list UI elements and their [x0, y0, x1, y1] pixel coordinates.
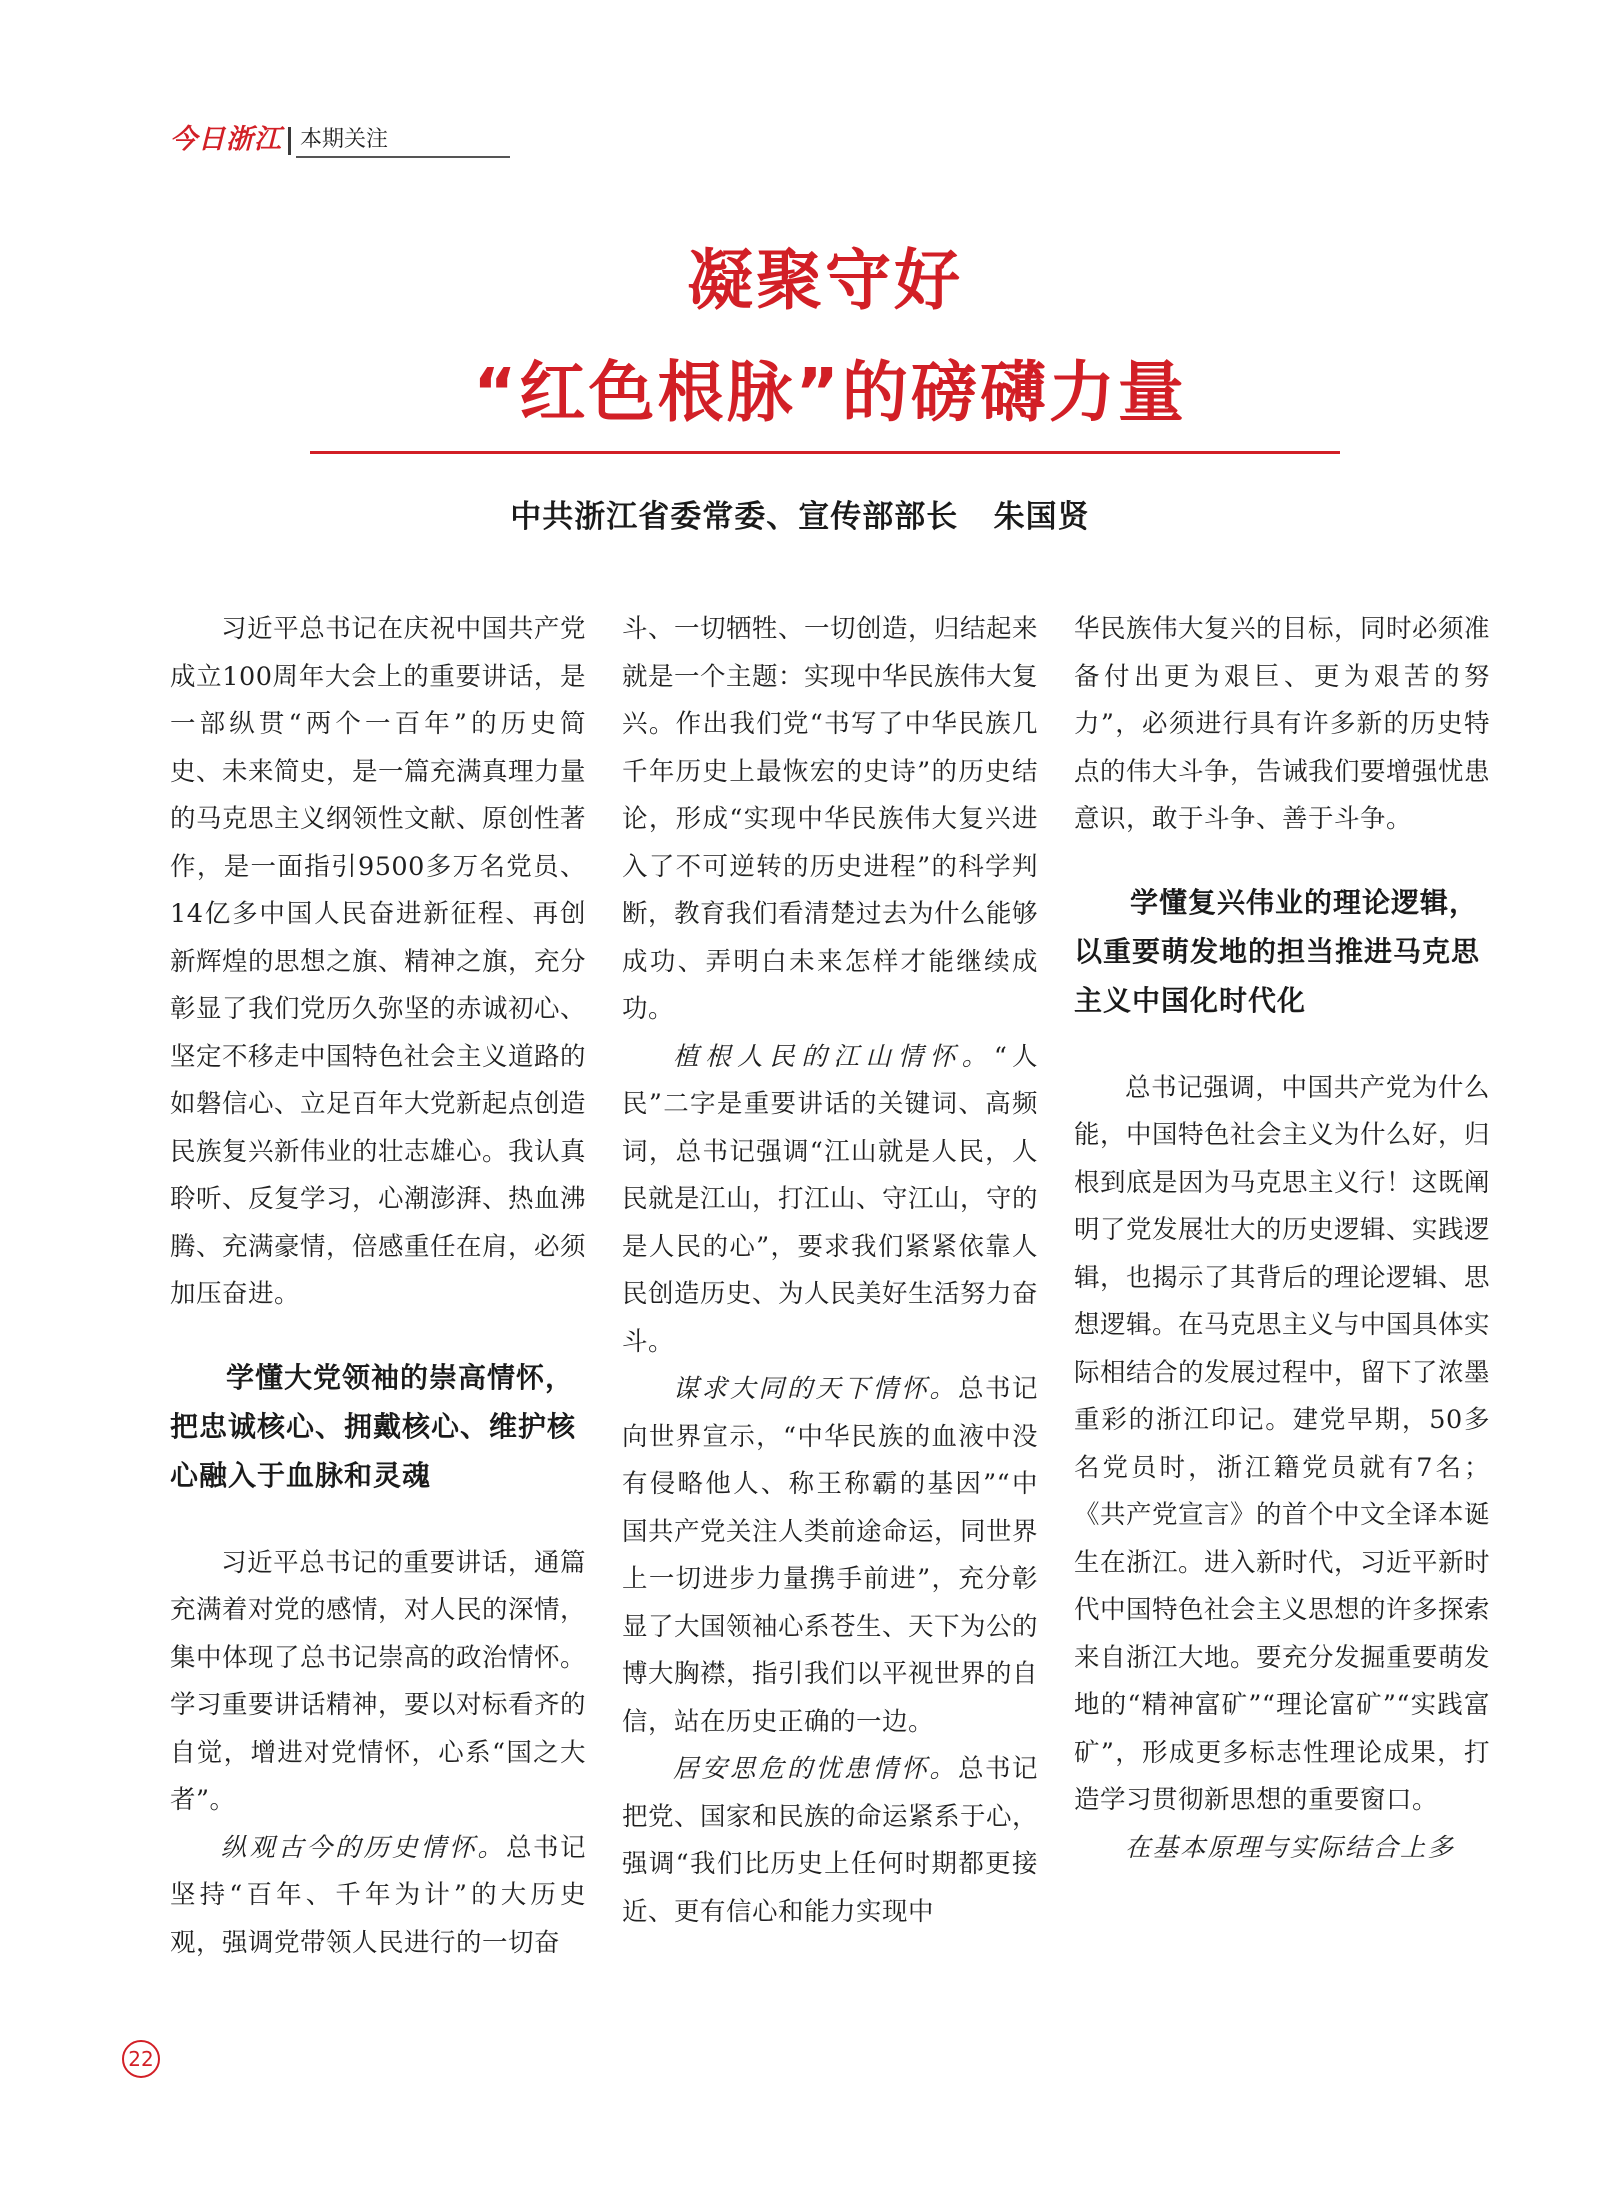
paragraph-lead: 纵观古今的历史情怀。: [221, 1832, 506, 1863]
paragraph: 总书记强调，中国共产党为什么能，中国特色社会主义为什么好，归根到底是因为马克思主义行！这既阐明了党发展壮大的历史逻辑、实践逻辑，也揭示了其背后的理论逻辑、思想逻辑。在马克思主义与中国具体实际相结合的发展过程中，留下了浓墨重彩的浙江印记。建党早期，50多名党员时，浙江籍党员就有7名；《共产党宣言》的首个中文全译本诞生在浙江。进入新时代，习近平新时代中国特色社会主义思想的许多探索来自浙江大地。要充分发掘重要萌发地的“精神富矿”“理论富矿”“实践富矿”，形成更多标志性理论成果，打造学习贯彻新思想的重要窗口。: [1074, 1072, 1491, 1815]
paragraph: 习近平总书记在庆祝中国共产党成立100周年大会上的重要讲话，是一部纵贯“两个一百年”的历史简史、未来简史，是一篇充满真理力量的马克思主义纲领性文献、原创性著作，是一面指引9500多万名党员、14亿多中国人民奋进新征程、再创新辉煌的思想之旗、精神之旗，充分彰显了我们党历久弥坚的赤诚初心、坚定不移走中国特色社会主义道路的如磐信心、立足百年大党新起点创造民族复兴新伟业的壮志雄心。我认真聆听、反复学习，心潮澎湃、热血沸腾、充满豪情，倍感重任在肩，必须加压奋进。: [170, 614, 587, 1309]
paragraph: 纵观古今的历史情怀。总书记坚持“百年、千年为计”的大历史观，强调党带领人民进行的一切奋: [170, 1832, 586, 1958]
header-underline: [296, 156, 510, 158]
paragraph-lead: 谋求大同的天下情怀。: [673, 1374, 958, 1404]
paragraph: 植根人民的江山情怀。“人民”二字是重要讲话的关键词、高频词，总书记强调“江山就是人民，人民就是江山，打江山、守江山，守的是人民的心”，要求我们紧紧依靠人民创造历史、为人民美好生活努力奋斗。: [622, 1041, 1039, 1357]
article-title-line1: 凝聚守好: [687, 242, 963, 319]
text-column-1: [170, 606, 586, 1967]
title-divider: [310, 451, 1340, 454]
paragraph-lead: 植根人民的江山情怀。: [673, 1041, 994, 1072]
paragraph: [1074, 1825, 1490, 1873]
article-title-line2: “红色根脉”的磅礴力量: [473, 354, 1187, 431]
paragraph: 谋求大同的天下情怀。总书记向世界宣示，“中华民族的血液中没有侵略他人、称王称霸的基因”“中国共产党关注人类前途命运，同世界上一切进步力量携手前进”，充分彰显了大国领袖心系苍生、天下为公的博大胸襟，指引我们以平视世界的自信，站在历史正确的一边。: [622, 1374, 1039, 1737]
text-column-3: [1074, 606, 1490, 1872]
paragraph-lead: 在基本原理与实际结合上多: [1125, 1832, 1456, 1863]
paragraph: 华民族伟大复兴的目标，同时必须准备付出更为艰巨、更为艰苦的努力”，必须进行具有许多新的历史特点的伟大斗争，告诫我们要增强忧患意识，敢于斗争、善于斗争。: [1074, 614, 1491, 834]
section-heading: 学懂复兴伟业的理论逻辑，以重要萌发地的担当推进马克思主义中国化时代化: [1074, 885, 1481, 1017]
header-divider: [288, 127, 291, 155]
section-label: 本期关注: [300, 127, 389, 152]
paragraph-lead: 居安思危的忧患情怀。: [673, 1754, 958, 1784]
paragraph: 斗、一切牺牲、一切创造，归结起来就是一个主题：实现中华民族伟大复兴。作出我们党“书写了中华民族几千年历史上最恢宏的史诗”的历史结论，形成“实现中华民族伟大复兴进入了不可逆转的历史进程”的科学判断，教育我们看清楚过去为什么能够成功、弄明白未来怎样才能继续成功。: [622, 614, 1039, 1024]
section-heading: 学懂大党领袖的崇高情怀，把忠诚核心、拥戴核心、维护核心融入于血脉和灵魂: [170, 1360, 577, 1492]
paragraph: 习近平总书记的重要讲话，通篇充满着对党的感情，对人民的深情，集中体现了总书记崇高的政治情怀。学习重要讲话精神，要以对标看齐的自觉，增进对党情怀，心系“国之大者”。: [170, 1547, 587, 1815]
paragraph: 居安思危的忧患情怀。总书记把党、国家和民族的命运紧系于心，强调“我们比历史上任何时期都更接近、更有信心和能力实现中: [622, 1754, 1039, 1927]
header: [170, 124, 510, 158]
author-byline: 中共浙江省委常委、宣传部部长 朱国贤: [510, 499, 1090, 535]
page-number: 22: [122, 2040, 160, 2078]
text-column-2: [622, 606, 1038, 1936]
magazine-logo: 今日浙江: [170, 124, 282, 155]
